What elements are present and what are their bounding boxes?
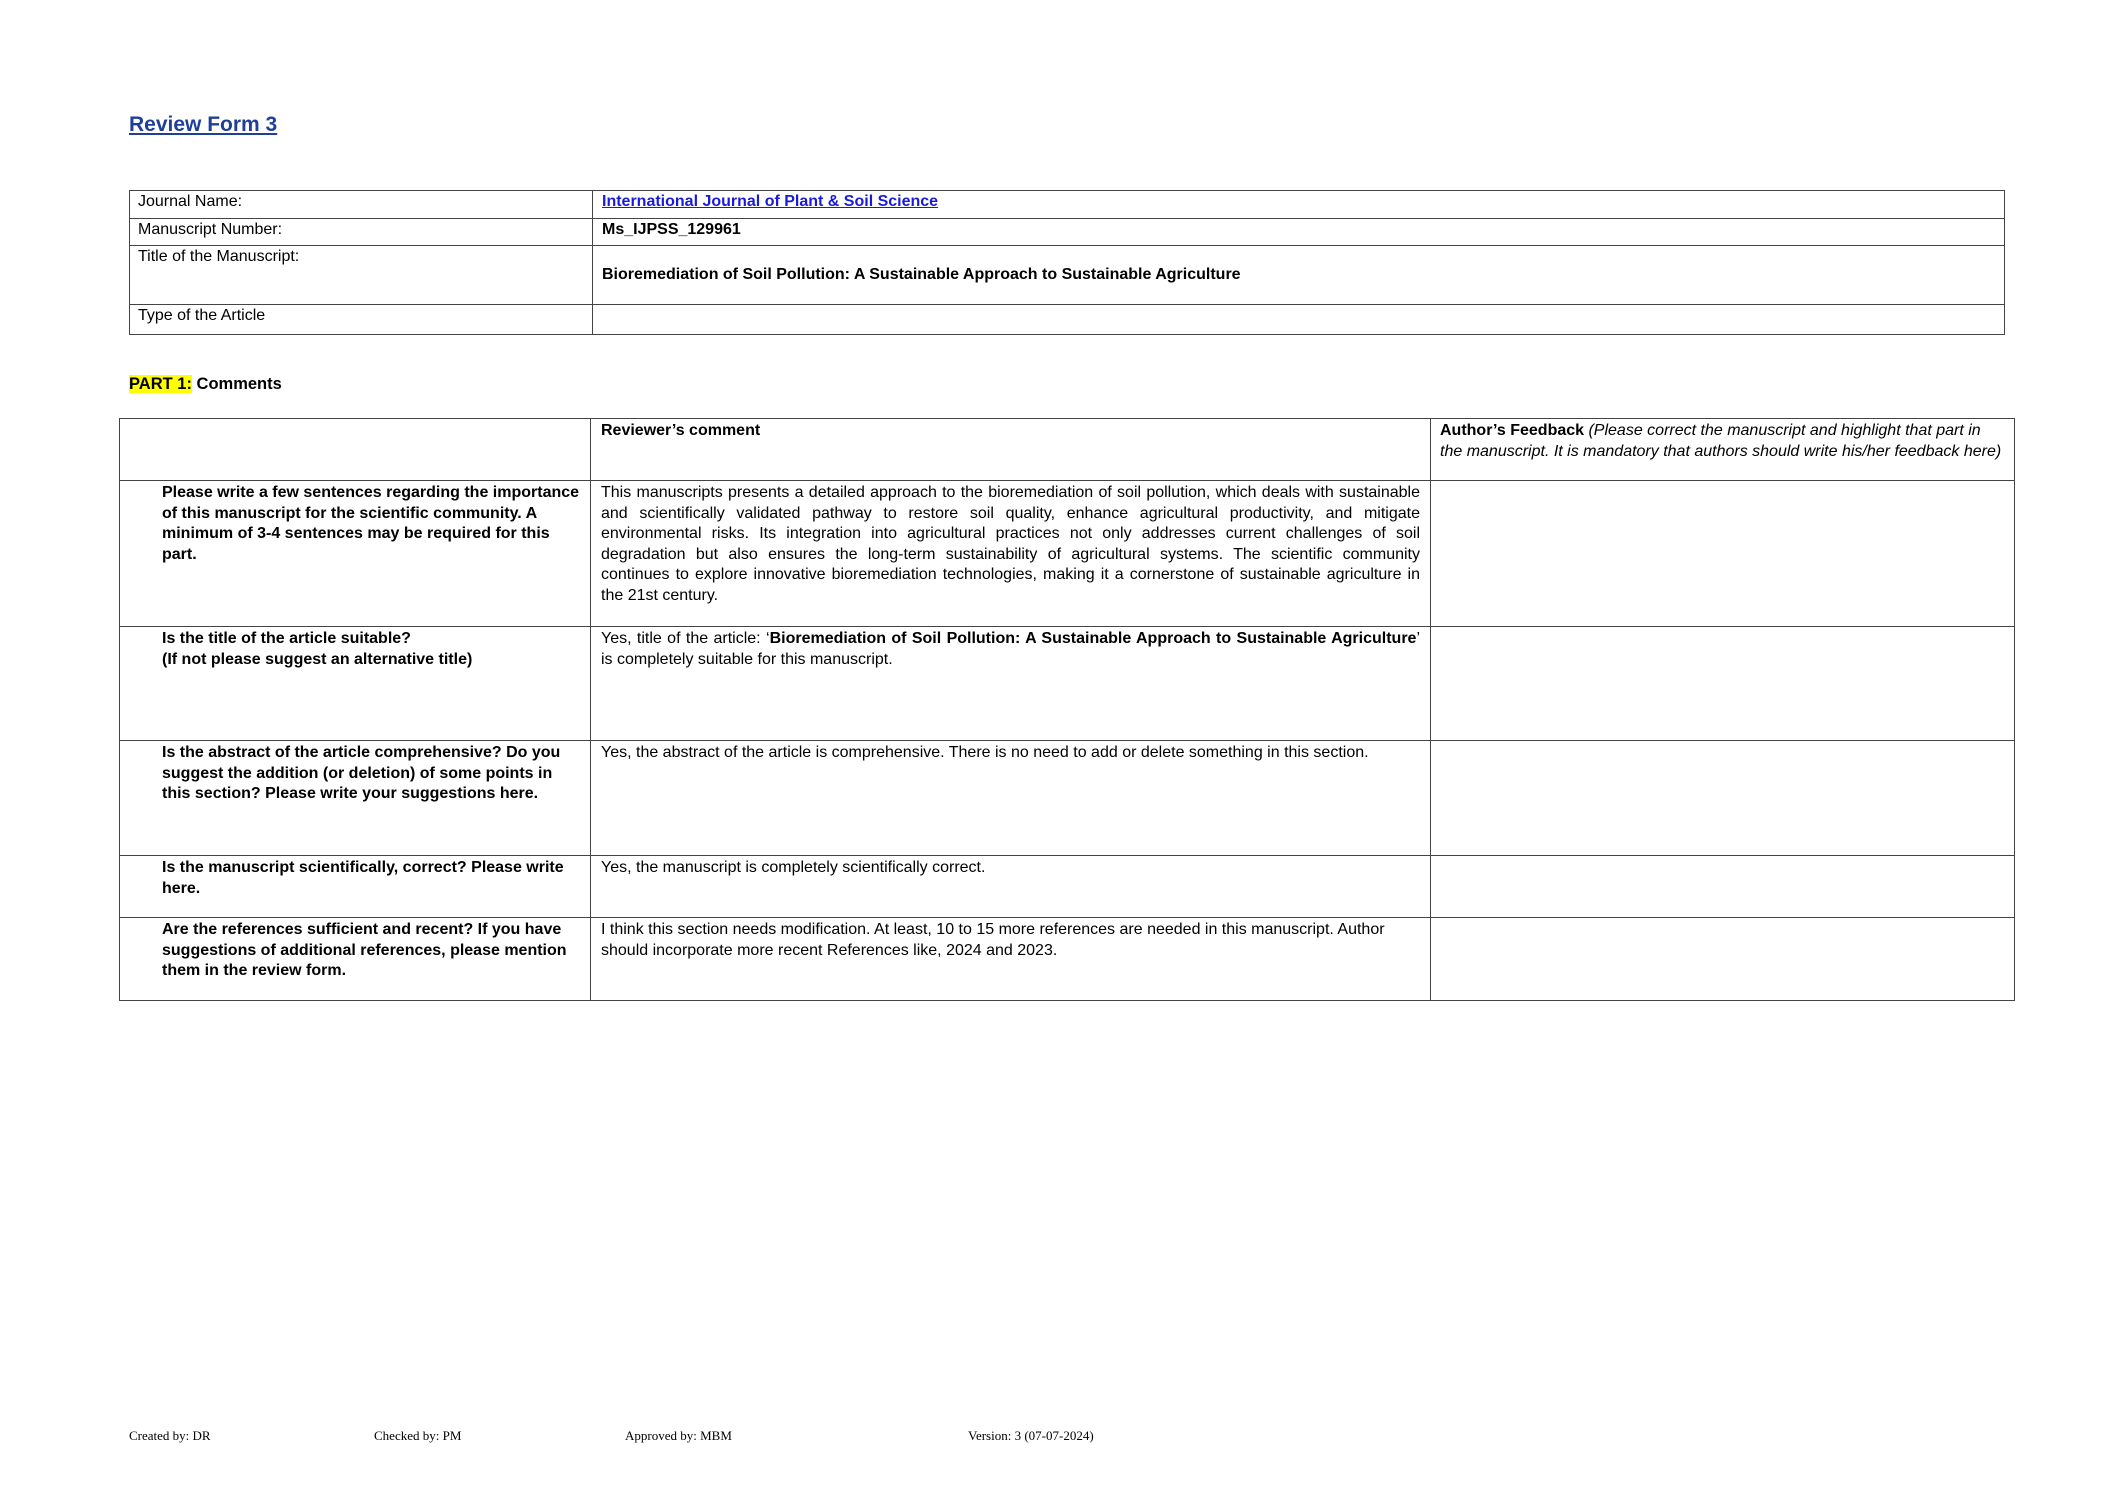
- reviewer-comment: Yes, the abstract of the article is comprehensive. There is no need to add or delete something in this section.: [591, 741, 1431, 856]
- reviewer-comment: Yes, the manuscript is completely scientifically correct.: [591, 856, 1431, 918]
- reviewer-comment: I think this section needs modification. At least, 10 to 15 more references are needed in this manuscript. Author should incorporate more recent References like, 2024 and 2023.: [591, 918, 1431, 1001]
- question-importance: Please write a few sentences regarding the importance of this manuscript for the scientific community. A minimum of 3-4 sentences may be required for this part.: [120, 481, 591, 627]
- table-row: [120, 918, 2015, 1001]
- header-author-feedback: [1431, 419, 2015, 481]
- author-feedback-instruction: (Please correct the manuscript and highlight that part in the manuscript. It is mandatory that authors should write his/her feedback here): [1440, 422, 2002, 460]
- footer-created-by: Created by: DR: [129, 1428, 211, 1443]
- manuscript-number-label: Manuscript Number:: [130, 219, 593, 246]
- author-feedback-cell[interactable]: [1431, 918, 2015, 1001]
- reviewer-comment: This manuscripts presents a detailed approach to the bioremediation of soil pollution, which deals with sustainable and scientifically validated pathway to restore soil quality, enhance agricultural productivity, and mitigate environmental risks. Its integration into agricultural practices not only addresses current challenges of soil degradation but also ensures the long-term sustainability of agricultural systems. The scientific community continues to explore innovative bioremediation technologies, making it a cornerstone of sustainable agriculture in the 21st century.: [591, 481, 1431, 627]
- table-row: [120, 856, 2015, 918]
- footer-approved-by: Approved by: MBM: [625, 1428, 732, 1443]
- author-feedback-cell[interactable]: [1431, 481, 2015, 627]
- info-row-journal: [130, 191, 2005, 219]
- article-type-label: Type of the Article: [130, 305, 593, 335]
- footer-checked-by: Checked by: PM: [374, 1428, 462, 1443]
- article-type-value[interactable]: [593, 305, 2005, 335]
- table-row: [120, 741, 2015, 856]
- question-title-line1: Is the title of the article suitable?: [162, 630, 411, 647]
- manuscript-number-value: Ms_IJPSS_129961: [593, 219, 2005, 246]
- journal-name-link[interactable]: International Journal of Plant & Soil Science: [602, 193, 939, 210]
- comment-suffix: ’ is completely suitable for this manuscript.: [601, 630, 1421, 668]
- form-title: Review Form 3: [129, 113, 278, 136]
- journal-name-label: Journal Name:: [130, 191, 593, 219]
- author-feedback-cell[interactable]: [1431, 741, 2015, 856]
- question-references: Are the references sufficient and recent? If you have suggestions of additional references, please mention them in the review form.: [120, 918, 591, 1001]
- footer-version: Version: 3 (07-07-2024): [968, 1428, 1094, 1443]
- header-empty-cell: [120, 419, 591, 481]
- manuscript-title-label: Title of the Manuscript:: [130, 246, 593, 305]
- author-feedback-title: Author’s Feedback: [1440, 422, 1585, 439]
- question-title-line2: (If not please suggest an alternative title): [162, 650, 473, 668]
- question-abstract: Is the abstract of the article comprehensive? Do you suggest the addition (or deletion) of some points in this section? Please write your suggestions here.: [120, 741, 591, 856]
- comment-title-bold: Bioremediation of Soil Pollution: A Sustainable Approach to Sustainable Agriculture: [769, 630, 1417, 647]
- question-title: [120, 627, 591, 741]
- table-row: [120, 481, 2015, 627]
- info-row-manuscript-number: [130, 219, 2005, 246]
- manuscript-info-table: [129, 190, 2005, 335]
- table-row: [120, 627, 2015, 741]
- reviewer-comment: [591, 627, 1431, 741]
- comments-header-row: [120, 419, 2015, 481]
- question-scientific: Is the manuscript scientifically, correct? Please write here.: [120, 856, 591, 918]
- info-row-manuscript-title: [130, 246, 2005, 305]
- comment-prefix: Yes, title of the article: ‘: [601, 630, 770, 647]
- author-feedback-cell[interactable]: [1431, 627, 2015, 741]
- manuscript-title-value: Bioremediation of Soil Pollution: A Sustainable Approach to Sustainable Agriculture: [593, 246, 2005, 305]
- header-reviewer-comment: Reviewer’s comment: [591, 419, 1431, 481]
- part1-heading: [129, 375, 282, 394]
- part1-label: PART 1:: [129, 375, 192, 393]
- info-row-article-type: [130, 305, 2005, 335]
- part1-title: Comments: [191, 375, 282, 393]
- author-feedback-cell[interactable]: [1431, 856, 2015, 918]
- comments-table: [119, 418, 2015, 1001]
